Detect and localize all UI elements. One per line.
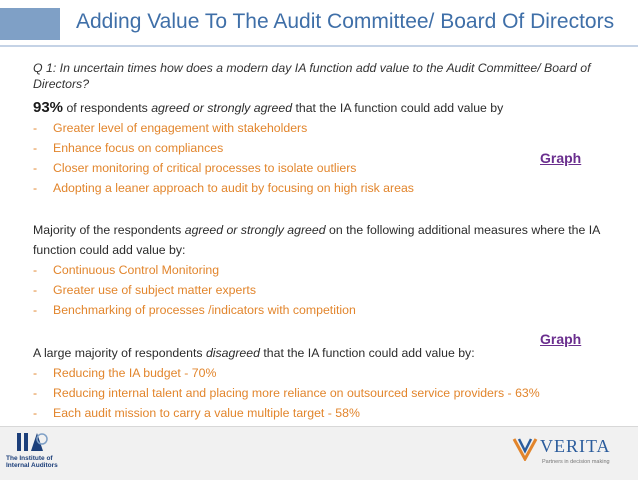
title-bar xyxy=(0,0,638,48)
title-divider xyxy=(0,45,638,47)
intro-text: that the IA function could add value by xyxy=(292,101,504,115)
additional-list xyxy=(33,260,605,320)
intro-text: that the IA function could add value by: xyxy=(259,346,475,360)
intro-text: on the following additional measures where the IA function could add value by: xyxy=(33,223,600,257)
section-disagreed xyxy=(33,343,623,423)
question-text: Q 1: In uncertain times how does a modern day IA function add value to the Audit Committee/ Board of Directors? xyxy=(33,61,591,91)
graph-link-1[interactable]: Graph xyxy=(540,150,582,166)
list-item: - Each audit mission to carry a value multiple target - 58% xyxy=(33,406,360,420)
verita-chevron-icon xyxy=(512,435,538,461)
iia-logo xyxy=(6,431,56,477)
emphasis-text: agreed or strongly agreed xyxy=(151,101,293,115)
list-item: - Benchmarking of processes /indicators with competition xyxy=(33,303,356,317)
list-item: - Adopting a leaner approach to audit by focusing on high risk areas xyxy=(33,181,414,195)
list-item: - Greater use of subject matter experts xyxy=(33,283,256,297)
section-agreed xyxy=(33,98,623,198)
intro-text: A large majority of respondents xyxy=(33,346,206,360)
iia-globe-icon xyxy=(16,431,48,453)
iia-name-line: The Institute of xyxy=(6,455,53,462)
agreement-percentage: 93% xyxy=(33,99,64,116)
footer-bar xyxy=(0,426,638,480)
slide-title: Adding Value To The Audit Committee/ Board Of Directors xyxy=(76,10,615,33)
list-item: - Continuous Control Monitoring xyxy=(33,263,220,277)
iia-name-line: Internal Auditors xyxy=(6,462,58,469)
graph-link-2[interactable]: Graph xyxy=(540,331,582,347)
section-disagreed-intro xyxy=(33,343,623,363)
list-item: - Greater level of engagement with stakeholders xyxy=(33,121,308,135)
section-additional-intro xyxy=(33,220,605,260)
verita-name: VERITA xyxy=(540,436,611,456)
section-agreed-intro xyxy=(33,98,623,118)
disagreed-list xyxy=(33,363,623,423)
verita-tagline: Partners in decision making xyxy=(542,459,610,465)
intro-text: of respondents xyxy=(63,101,152,115)
verita-logo xyxy=(512,433,624,473)
title-accent-bar xyxy=(0,8,60,40)
section-additional xyxy=(33,220,605,320)
list-item: - Reducing the IA budget - 70% xyxy=(33,366,217,380)
intro-text: Majority of the respondents xyxy=(33,223,185,237)
agreed-list xyxy=(33,118,623,198)
emphasis-text: disagreed xyxy=(205,346,260,360)
emphasis-text: agreed or strongly agreed xyxy=(184,223,326,237)
list-item: - Reducing internal talent and placing more reliance on outsourced service providers - 63% xyxy=(33,386,540,400)
list-item: - Closer monitoring of critical processes to isolate outliers xyxy=(33,161,357,175)
list-item: - Enhance focus on compliances xyxy=(33,141,224,155)
